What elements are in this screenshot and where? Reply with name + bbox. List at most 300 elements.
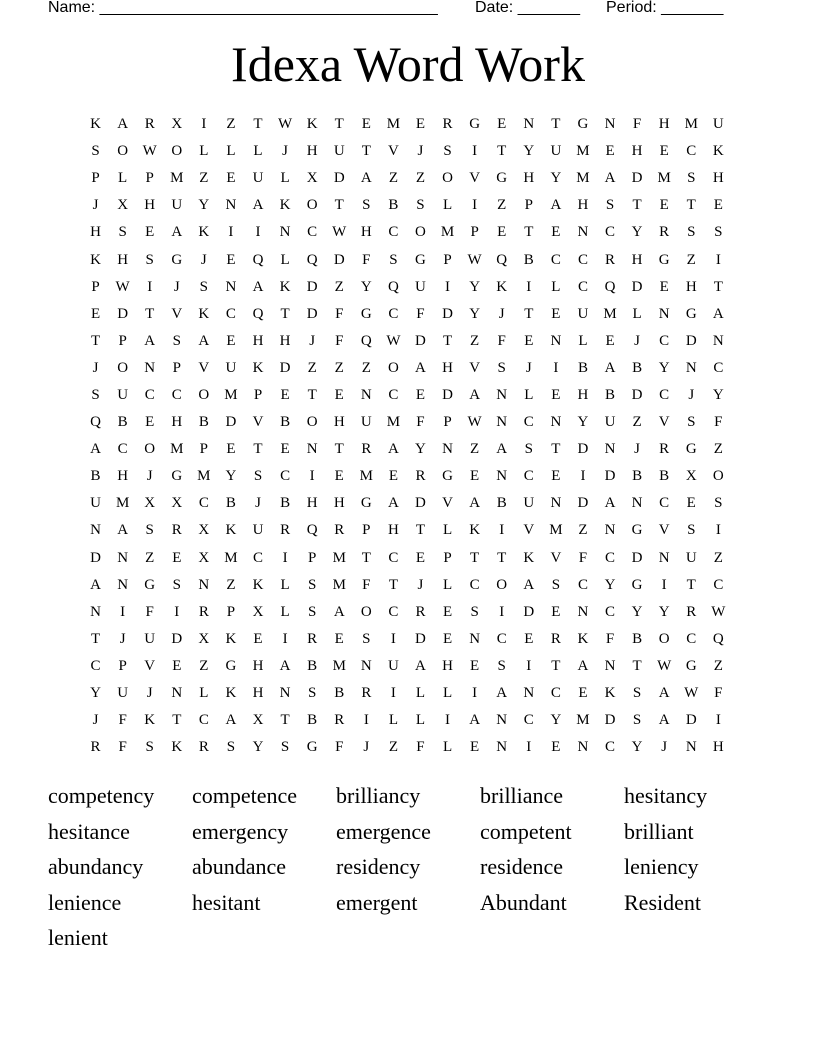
grid-letter[interactable]: E — [90, 305, 101, 322]
grid-letter[interactable]: S — [199, 278, 209, 295]
grid-letter[interactable]: Y — [415, 441, 426, 458]
grid-letter[interactable]: H — [252, 657, 264, 674]
grid-letter[interactable]: I — [472, 685, 478, 702]
grid-letter[interactable]: P — [307, 549, 317, 566]
grid-letter[interactable]: Z — [713, 441, 723, 458]
grid-letter[interactable]: T — [361, 549, 371, 566]
grid-letter[interactable]: K — [225, 630, 237, 647]
grid-letter[interactable]: M — [386, 116, 401, 133]
grid-letter[interactable]: I — [499, 603, 505, 620]
grid-letter[interactable]: C — [117, 441, 128, 458]
grid-letter[interactable]: N — [171, 685, 183, 702]
grid-letter[interactable]: M — [657, 170, 671, 187]
grid-letter[interactable]: K — [144, 712, 156, 729]
grid-letter[interactable]: C — [550, 685, 561, 702]
grid-letter[interactable]: P — [443, 549, 452, 566]
grid-letter[interactable]: Q — [306, 251, 318, 268]
grid-letter[interactable]: T — [551, 116, 561, 133]
grid-letter[interactable]: F — [714, 414, 723, 431]
grid-letter[interactable]: L — [551, 278, 561, 295]
grid-letter[interactable]: U — [604, 414, 616, 431]
grid-letter[interactable]: R — [605, 251, 616, 268]
grid-letter[interactable]: H — [117, 468, 129, 485]
grid-letter[interactable]: L — [280, 170, 290, 187]
grid-letter[interactable]: F — [578, 549, 588, 566]
grid-letter[interactable]: L — [388, 712, 398, 729]
grid-letter[interactable]: T — [253, 116, 263, 133]
grid-letter[interactable]: K — [712, 143, 724, 160]
grid-letter[interactable]: L — [118, 170, 128, 187]
grid-letter[interactable]: Y — [604, 576, 616, 593]
grid-letter[interactable]: M — [224, 386, 238, 403]
grid-letter[interactable]: U — [415, 278, 426, 295]
grid-letter[interactable]: V — [171, 305, 183, 322]
grid-letter[interactable]: Y — [90, 685, 101, 702]
grid-letter[interactable]: J — [525, 359, 532, 376]
grid-letter[interactable]: A — [469, 712, 481, 729]
grid-letter[interactable]: Z — [334, 359, 344, 376]
grid-letter[interactable]: P — [91, 278, 100, 295]
grid-letter[interactable]: U — [171, 197, 183, 214]
grid-letter[interactable]: O — [387, 359, 399, 376]
grid-letter[interactable]: G — [306, 739, 318, 756]
grid-letter[interactable]: I — [282, 549, 288, 566]
grid-letter[interactable]: V — [469, 359, 481, 376]
grid-letter[interactable]: V — [442, 495, 453, 512]
grid-letter[interactable]: O — [117, 143, 129, 160]
grid-letter[interactable]: G — [415, 251, 426, 268]
grid-letter[interactable]: R — [171, 522, 182, 539]
grid-letter[interactable]: J — [309, 332, 316, 349]
grid-letter[interactable]: T — [632, 657, 642, 674]
grid-letter[interactable]: A — [496, 441, 508, 458]
grid-letter[interactable]: E — [605, 332, 615, 349]
grid-letter[interactable]: N — [604, 441, 616, 458]
grid-letter[interactable]: S — [91, 386, 100, 403]
grid-letter[interactable]: A — [387, 495, 399, 512]
grid-letter[interactable]: W — [467, 251, 482, 268]
grid-letter[interactable]: A — [90, 576, 101, 593]
grid-letter[interactable]: T — [470, 549, 480, 566]
grid-letter[interactable]: D — [171, 630, 183, 647]
grid-letter[interactable]: G — [360, 495, 372, 512]
grid-letter[interactable]: M — [576, 712, 590, 729]
grid-letter[interactable]: Y — [550, 712, 562, 729]
grid-letter[interactable]: I — [661, 576, 667, 593]
grid-letter[interactable]: E — [551, 224, 561, 241]
grid-letter[interactable]: K — [279, 197, 291, 214]
grid-letter[interactable]: R — [144, 116, 155, 133]
grid-letter[interactable]: N — [442, 441, 453, 458]
grid-letter[interactable]: E — [280, 386, 290, 403]
grid-letter[interactable]: O — [306, 414, 318, 431]
grid-letter[interactable]: L — [632, 305, 642, 322]
grid-letter[interactable]: H — [306, 143, 318, 160]
grid-letter[interactable]: Y — [225, 468, 237, 485]
grid-letter[interactable]: H — [387, 522, 399, 539]
grid-letter[interactable]: R — [659, 441, 670, 458]
grid-letter[interactable]: U — [577, 305, 589, 322]
grid-letter[interactable]: X — [198, 549, 210, 566]
grid-letter[interactable]: N — [604, 116, 616, 133]
grid-letter[interactable]: Y — [469, 305, 481, 322]
grid-letter[interactable]: V — [658, 522, 670, 539]
grid-letter[interactable]: A — [658, 685, 670, 702]
grid-letter[interactable]: N — [523, 685, 535, 702]
grid-letter[interactable]: J — [498, 305, 505, 322]
grid-letter[interactable]: G — [577, 116, 589, 133]
grid-letter[interactable]: E — [253, 630, 263, 647]
grid-letter[interactable]: E — [388, 468, 398, 485]
grid-letter[interactable]: S — [307, 685, 317, 702]
grid-letter[interactable]: I — [715, 251, 721, 268]
grid-letter[interactable]: S — [145, 522, 154, 539]
grid-letter[interactable]: B — [198, 414, 209, 431]
grid-letter[interactable]: H — [252, 685, 264, 702]
grid-letter[interactable]: K — [469, 522, 481, 539]
grid-letter[interactable]: Q — [604, 278, 616, 295]
grid-letter[interactable]: Z — [713, 657, 723, 674]
grid-letter[interactable]: Y — [252, 739, 264, 756]
grid-letter[interactable]: C — [605, 739, 616, 756]
grid-letter[interactable]: N — [117, 549, 129, 566]
grid-letter[interactable]: N — [496, 739, 508, 756]
grid-letter[interactable]: D — [577, 441, 589, 458]
grid-letter[interactable]: G — [171, 468, 183, 485]
grid-letter[interactable]: F — [335, 305, 344, 322]
grid-letter[interactable]: V — [144, 657, 156, 674]
grid-letter[interactable]: G — [360, 305, 372, 322]
grid-letter[interactable]: S — [280, 739, 290, 756]
grid-letter[interactable]: P — [470, 224, 479, 241]
grid-letter[interactable]: E — [470, 657, 480, 674]
grid-letter[interactable]: N — [117, 576, 129, 593]
grid-letter[interactable]: A — [658, 712, 670, 729]
grid-letter[interactable]: D — [631, 386, 643, 403]
grid-letter[interactable]: T — [145, 305, 155, 322]
grid-letter[interactable]: E — [659, 278, 669, 295]
grid-letter[interactable]: T — [280, 712, 290, 729]
grid-letter[interactable]: R — [361, 685, 372, 702]
grid-letter[interactable]: J — [92, 359, 99, 376]
grid-letter[interactable]: A — [225, 712, 237, 729]
grid-letter[interactable]: T — [388, 576, 398, 593]
grid-letter[interactable]: T — [90, 332, 101, 349]
grid-letter[interactable]: N — [604, 657, 616, 674]
grid-letter[interactable]: C — [577, 251, 588, 268]
grid-letter[interactable]: P — [145, 170, 154, 187]
grid-letter[interactable]: Q — [90, 414, 101, 431]
grid-letter[interactable]: N — [496, 712, 508, 729]
grid-letter[interactable]: C — [605, 603, 616, 620]
grid-letter[interactable]: S — [172, 332, 181, 349]
grid-letter[interactable]: W — [684, 685, 699, 702]
grid-letter[interactable]: S — [714, 224, 723, 241]
grid-letter[interactable]: A — [144, 332, 156, 349]
grid-letter[interactable]: T — [686, 197, 696, 214]
grid-letter[interactable]: D — [225, 414, 237, 431]
grid-letter[interactable]: I — [715, 522, 721, 539]
grid-letter[interactable]: M — [386, 414, 401, 431]
grid-letter[interactable]: I — [147, 278, 153, 295]
grid-letter[interactable]: O — [442, 170, 453, 187]
grid-letter[interactable]: C — [388, 305, 399, 322]
grid-letter[interactable]: U — [225, 359, 237, 376]
grid-letter[interactable]: R — [361, 441, 372, 458]
grid-letter[interactable]: A — [712, 305, 724, 322]
grid-letter[interactable]: H — [577, 386, 589, 403]
grid-letter[interactable]: H — [171, 414, 183, 431]
grid-letter[interactable]: U — [144, 630, 156, 647]
grid-letter[interactable]: E — [470, 739, 480, 756]
grid-letter[interactable]: N — [360, 386, 372, 403]
grid-letter[interactable]: Z — [334, 278, 344, 295]
grid-letter[interactable]: E — [497, 224, 507, 241]
grid-letter[interactable]: X — [171, 116, 183, 133]
grid-letter[interactable]: G — [685, 305, 697, 322]
grid-letter[interactable]: A — [198, 332, 210, 349]
grid-letter[interactable]: N — [550, 414, 562, 431]
grid-letter[interactable]: L — [280, 603, 290, 620]
grid-letter[interactable]: Y — [577, 414, 589, 431]
grid-letter[interactable]: J — [92, 712, 99, 729]
grid-letter[interactable]: J — [363, 739, 370, 756]
grid-letter[interactable]: H — [360, 224, 372, 241]
grid-letter[interactable]: I — [472, 143, 478, 160]
grid-letter[interactable]: C — [523, 712, 534, 729]
grid-letter[interactable]: U — [252, 522, 264, 539]
grid-letter[interactable]: P — [172, 359, 181, 376]
grid-letter[interactable]: D — [90, 549, 101, 566]
grid-letter[interactable]: G — [631, 576, 643, 593]
grid-letter[interactable]: C — [713, 576, 724, 593]
grid-letter[interactable]: D — [333, 170, 345, 187]
grid-letter[interactable]: G — [685, 657, 697, 674]
grid-letter[interactable]: G — [631, 522, 643, 539]
grid-letter[interactable]: N — [198, 576, 210, 593]
grid-letter[interactable]: E — [172, 657, 182, 674]
grid-letter[interactable]: A — [90, 441, 101, 458]
grid-letter[interactable]: M — [359, 468, 373, 485]
grid-letter[interactable]: V — [252, 414, 264, 431]
grid-letter[interactable]: B — [632, 630, 643, 647]
grid-letter[interactable]: U — [523, 495, 535, 512]
grid-letter[interactable]: B — [659, 468, 670, 485]
grid-letter[interactable]: B — [605, 386, 616, 403]
grid-letter[interactable]: A — [252, 197, 264, 214]
grid-letter[interactable]: O — [144, 441, 156, 458]
grid-letter[interactable]: T — [686, 576, 696, 593]
grid-letter[interactable]: C — [686, 143, 697, 160]
grid-letter[interactable]: H — [631, 251, 643, 268]
grid-letter[interactable]: Z — [361, 359, 371, 376]
grid-letter[interactable]: H — [144, 197, 156, 214]
grid-letter[interactable]: Y — [712, 386, 724, 403]
grid-letter[interactable]: N — [523, 116, 535, 133]
grid-letter[interactable]: I — [390, 685, 396, 702]
grid-letter[interactable]: A — [279, 657, 291, 674]
grid-letter[interactable]: P — [199, 441, 209, 458]
grid-letter[interactable]: K — [523, 549, 535, 566]
grid-letter[interactable]: N — [90, 522, 101, 539]
grid-letter[interactable]: M — [332, 549, 346, 566]
grid-letter[interactable]: F — [416, 414, 425, 431]
grid-letter[interactable]: A — [252, 278, 264, 295]
grid-letter[interactable]: A — [360, 170, 372, 187]
grid-letter[interactable]: H — [252, 332, 264, 349]
grid-letter[interactable]: W — [332, 224, 347, 241]
grid-letter[interactable]: A — [387, 441, 399, 458]
grid-letter[interactable]: C — [523, 468, 534, 485]
grid-letter[interactable]: Z — [226, 576, 236, 593]
grid-letter[interactable]: B — [90, 468, 101, 485]
grid-letter[interactable]: M — [197, 468, 211, 485]
grid-letter[interactable]: C — [605, 224, 616, 241]
grid-letter[interactable]: T — [280, 305, 290, 322]
grid-letter[interactable]: E — [172, 549, 182, 566]
grid-letter[interactable]: Z — [497, 197, 507, 214]
grid-letter[interactable]: M — [224, 549, 238, 566]
grid-letter[interactable]: C — [659, 495, 670, 512]
grid-letter[interactable]: I — [445, 278, 451, 295]
grid-letter[interactable]: E — [578, 685, 588, 702]
grid-letter[interactable]: C — [280, 468, 291, 485]
grid-letter[interactable]: Z — [388, 170, 398, 187]
grid-letter[interactable]: C — [171, 386, 182, 403]
grid-letter[interactable]: E — [551, 468, 561, 485]
grid-letter[interactable]: E — [497, 116, 507, 133]
grid-letter[interactable]: B — [523, 251, 534, 268]
grid-letter[interactable]: Z — [388, 739, 398, 756]
grid-letter[interactable]: L — [280, 251, 290, 268]
grid-letter[interactable]: Y — [631, 603, 643, 620]
grid-letter[interactable]: E — [470, 468, 480, 485]
grid-letter[interactable]: D — [306, 278, 318, 295]
grid-letter[interactable]: Z — [226, 116, 236, 133]
grid-letter[interactable]: S — [605, 197, 615, 214]
grid-letter[interactable]: B — [577, 359, 588, 376]
grid-letter[interactable]: P — [524, 197, 533, 214]
grid-letter[interactable]: U — [90, 495, 101, 512]
grid-letter[interactable]: Z — [199, 657, 209, 674]
grid-letter[interactable]: N — [279, 685, 291, 702]
grid-letter[interactable]: G — [496, 170, 508, 187]
grid-letter[interactable]: W — [115, 278, 130, 295]
grid-letter[interactable]: J — [146, 685, 153, 702]
grid-letter[interactable]: X — [306, 170, 318, 187]
grid-letter[interactable]: O — [117, 359, 129, 376]
grid-letter[interactable]: C — [713, 359, 724, 376]
grid-letter[interactable]: T — [361, 143, 371, 160]
grid-letter[interactable]: M — [170, 170, 184, 187]
grid-letter[interactable]: D — [415, 332, 426, 349]
grid-letter[interactable]: H — [117, 251, 129, 268]
grid-letter[interactable]: C — [469, 576, 480, 593]
grid-letter[interactable]: E — [415, 116, 426, 133]
grid-letter[interactable]: F — [416, 739, 425, 756]
grid-letter[interactable]: O — [415, 224, 426, 241]
grid-letter[interactable]: I — [363, 712, 369, 729]
grid-letter[interactable]: R — [415, 468, 426, 485]
grid-letter[interactable]: S — [362, 197, 371, 214]
grid-letter[interactable]: C — [388, 386, 399, 403]
grid-letter[interactable]: S — [145, 251, 154, 268]
grid-letter[interactable]: W — [467, 414, 482, 431]
grid-letter[interactable]: R — [280, 522, 291, 539]
grid-letter[interactable]: N — [658, 305, 670, 322]
grid-letter[interactable]: R — [198, 739, 209, 756]
grid-letter[interactable]: D — [442, 305, 453, 322]
grid-letter[interactable]: J — [688, 386, 695, 403]
grid-letter[interactable]: J — [255, 495, 261, 512]
grid-letter[interactable]: K — [171, 739, 183, 756]
grid-letter[interactable]: Y — [658, 603, 670, 620]
grid-letter[interactable]: C — [225, 305, 236, 322]
grid-letter[interactable]: Z — [199, 170, 209, 187]
grid-letter[interactable]: N — [496, 414, 508, 431]
grid-letter[interactable]: A — [577, 657, 589, 674]
grid-letter[interactable]: K — [577, 630, 589, 647]
grid-letter[interactable]: P — [443, 251, 452, 268]
grid-letter[interactable]: M — [576, 143, 590, 160]
grid-letter[interactable]: T — [90, 630, 101, 647]
grid-letter[interactable]: E — [442, 603, 453, 620]
grid-letter[interactable]: M — [332, 576, 346, 593]
grid-letter[interactable]: L — [442, 685, 453, 702]
grid-letter[interactable]: D — [631, 549, 643, 566]
grid-letter[interactable]: I — [201, 116, 207, 133]
grid-letter[interactable]: Q — [360, 332, 372, 349]
grid-letter[interactable]: E — [226, 332, 236, 349]
grid-letter[interactable]: X — [685, 468, 697, 485]
grid-letter[interactable]: N — [225, 278, 237, 295]
grid-letter[interactable]: I — [472, 197, 478, 214]
grid-letter[interactable]: S — [687, 170, 696, 187]
grid-letter[interactable]: A — [415, 657, 426, 674]
grid-letter[interactable]: R — [659, 224, 670, 241]
grid-letter[interactable]: I — [174, 603, 180, 620]
grid-letter[interactable]: B — [307, 657, 318, 674]
grid-letter[interactable]: E — [659, 197, 669, 214]
grid-letter[interactable]: P — [118, 332, 127, 349]
grid-letter[interactable]: I — [309, 468, 315, 485]
grid-letter[interactable]: L — [280, 576, 290, 593]
name-field[interactable]: Name: ______________________________________ — [48, 0, 438, 16]
grid-letter[interactable]: M — [332, 657, 346, 674]
grid-letter[interactable]: I — [255, 224, 261, 241]
grid-letter[interactable]: C — [388, 549, 399, 566]
grid-letter[interactable]: F — [145, 603, 154, 620]
grid-letter[interactable]: D — [604, 712, 616, 729]
grid-letter[interactable]: Y — [631, 224, 643, 241]
grid-letter[interactable]: E — [334, 630, 344, 647]
grid-letter[interactable]: T — [253, 441, 263, 458]
grid-letter[interactable]: S — [687, 224, 696, 241]
grid-letter[interactable]: K — [252, 359, 264, 376]
grid-letter[interactable]: C — [198, 495, 209, 512]
grid-letter[interactable]: O — [496, 576, 508, 593]
grid-letter[interactable]: R — [334, 522, 345, 539]
grid-letter[interactable]: Q — [252, 251, 264, 268]
grid-letter[interactable]: Q — [496, 251, 508, 268]
grid-letter[interactable]: X — [198, 630, 210, 647]
grid-letter[interactable]: S — [362, 630, 371, 647]
grid-letter[interactable]: P — [253, 386, 263, 403]
grid-letter[interactable]: E — [524, 630, 534, 647]
grid-letter[interactable]: E — [415, 386, 426, 403]
grid-letter[interactable]: D — [415, 630, 426, 647]
grid-letter[interactable]: L — [442, 197, 453, 214]
